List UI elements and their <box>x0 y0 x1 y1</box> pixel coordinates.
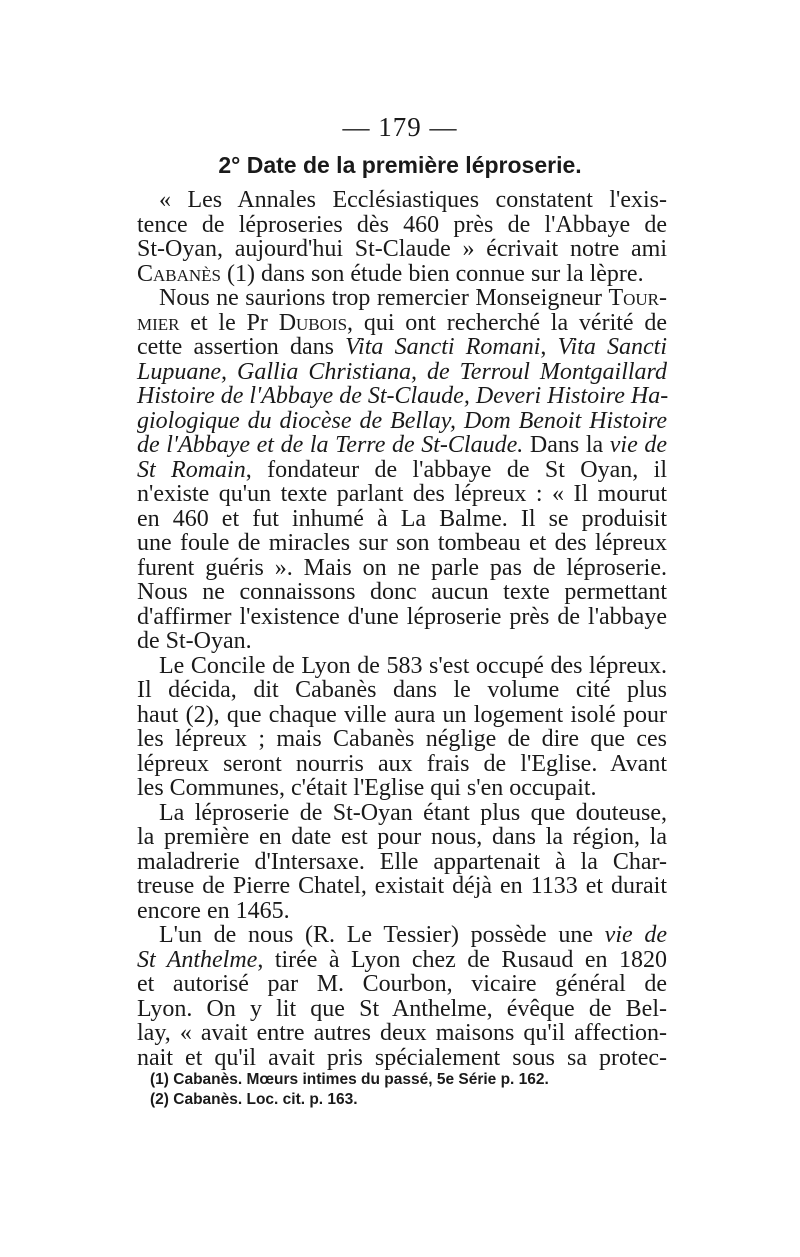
text-line <box>137 384 667 409</box>
text-segment: nait et qu'il avait pris spécialement sous sa protec- <box>137 1044 667 1071</box>
text-line <box>137 629 667 654</box>
text-line <box>137 580 667 605</box>
text-segment: lay, « avait entre autres deux maisons qu'il affection- <box>137 1020 667 1046</box>
text-line <box>137 850 667 875</box>
text-segment: furent guéris ». Mais on ne parle pas de léproserie. <box>137 554 667 581</box>
text-line <box>137 556 667 581</box>
text-line <box>137 482 667 507</box>
text-line <box>137 262 667 287</box>
text-line <box>137 923 667 948</box>
text-segment: d'affirmer l'existence d'une léproserie près de l'abbaye <box>137 603 667 630</box>
text-segment: Nous ne saurions trop remercier Monseigneur <box>159 285 609 311</box>
text-segment: , <box>540 334 558 360</box>
text-segment: « Les Annales Ecclésiastiques constatent l'exis- <box>159 187 667 213</box>
text-line <box>137 752 667 777</box>
text-segment: , qui ont recherché la vérité de <box>347 309 668 336</box>
text-line <box>137 825 667 850</box>
text-segment: St-Oyan, aujourd'hui St-Claude » écrivait notre ami <box>137 236 667 262</box>
text-line <box>137 1021 667 1046</box>
text-line <box>137 458 667 483</box>
body-text <box>137 188 667 1070</box>
text-line <box>137 727 667 752</box>
text-segment: St Romain <box>137 456 246 483</box>
text-segment: Dans la <box>523 432 610 458</box>
text-segment: tence de léproseries dès 460 près de l'Abbaye de <box>137 211 667 238</box>
text-line <box>137 188 667 213</box>
text-segment: La léproserie de St-Oyan étant plus que douteuse, <box>159 799 667 826</box>
text-segment: n'existe qu'un texte parlant des lépreux : « Il mourut <box>137 481 667 507</box>
text-line <box>137 311 667 336</box>
text-line <box>137 948 667 973</box>
text-segment: vie de <box>609 432 668 458</box>
text-line <box>137 286 667 311</box>
text-segment: Tour- <box>608 285 667 311</box>
text-segment: Il décida, dit Cabanès dans le volume cité plus <box>137 677 667 703</box>
footnotes <box>150 1070 670 1110</box>
text-segment: haut (2), que chaque ville aura un logement isolé pour <box>137 701 667 728</box>
text-segment: treuse de Pierre Chatel, existait déjà en 1133 et durait <box>137 873 667 899</box>
text-line <box>137 801 667 826</box>
text-line <box>137 776 667 801</box>
text-line <box>137 237 667 262</box>
text-line <box>137 409 667 434</box>
text-segment: (1) dans son étude bien connue sur la lèpre. <box>221 260 644 287</box>
text-segment: de l'Abbaye et de la Terre de St-Claude. <box>137 432 524 458</box>
text-segment: , tirée à Lyon chez de Rusaud en 1820 <box>257 946 667 973</box>
text-segment: une foule de miracles sur son tombeau et des lépreux <box>137 530 667 556</box>
text-segment: Dubois <box>278 309 348 336</box>
footnote: (1) Cabanès. Mœurs intimes du passé, 5e Série p. 162. <box>150 1071 549 1088</box>
text-segment: Lyon. On y lit que St Anthelme, évêque de Bel- <box>137 995 667 1022</box>
text-line <box>137 335 667 360</box>
text-line <box>137 507 667 532</box>
text-segment: cette assertion dans <box>137 334 346 360</box>
page-number: — 179 — <box>342 112 458 142</box>
text-segment: les lépreux ; mais Cabanès néglige de dire que ces <box>137 726 667 752</box>
text-line <box>137 703 667 728</box>
text-segment: encore en 1465. <box>137 897 290 924</box>
text-segment: et le Pr <box>179 309 279 336</box>
text-segment: Nous ne connaissons donc aucun texte permettant <box>137 579 667 605</box>
text-segment: maladrerie d'Intersaxe. Elle appartenait à la Char- <box>137 848 667 875</box>
text-line <box>137 874 667 899</box>
text-line <box>137 678 667 703</box>
text-segment: et autorisé par M. Courbon, vicaire général de <box>137 971 667 997</box>
text-segment: de St-Oyan. <box>137 628 252 654</box>
text-segment: Cabanès <box>137 260 222 287</box>
text-segment: St Anthelme <box>137 946 258 973</box>
text-segment: , fondateur de l'abbaye de St Oyan, il <box>245 456 667 483</box>
text-segment: vie de <box>604 922 667 948</box>
text-segment: Vita Sancti Romani <box>345 334 541 360</box>
text-line <box>137 360 667 385</box>
text-line <box>137 1046 667 1071</box>
text-line <box>137 531 667 556</box>
text-line <box>137 433 667 458</box>
text-line <box>137 605 667 630</box>
text-segment: Lupuane, Gallia Christiana, de Terroul Montgaillard <box>137 358 667 385</box>
text-segment: lépreux seront nourris aux frais de l'Eglise. Avant <box>137 750 667 777</box>
text-line <box>137 213 667 238</box>
text-line <box>137 899 667 924</box>
footnote: (2) Cabanès. Loc. cit. p. 163. <box>150 1091 358 1108</box>
text-line <box>137 972 667 997</box>
section-heading: 2° Date de la première léproserie. <box>218 152 582 178</box>
text-segment: Vita Sancti <box>557 334 667 360</box>
text-segment: les Communes, c'était l'Eglise qui s'en occupait. <box>137 775 597 801</box>
text-line <box>137 997 667 1022</box>
text-segment: L'un de nous (R. Le Tessier) possède une <box>159 922 605 948</box>
text-segment: Histoire de l'Abbaye de St-Claude, Deveri Histoire Ha- <box>137 383 669 409</box>
text-segment: Le Concile de Lyon de 583 s'est occupé des lépreux. <box>159 652 667 679</box>
text-line <box>137 654 667 679</box>
text-segment: giologique du diocèse de Bellay, Dom Benoit Histoire <box>137 407 667 434</box>
text-segment: en 460 et fut inhumé à La Balme. Il se produisit <box>137 505 667 532</box>
text-segment: la première en date est pour nous, dans la région, la <box>137 824 667 850</box>
text-segment: mier <box>137 309 180 336</box>
